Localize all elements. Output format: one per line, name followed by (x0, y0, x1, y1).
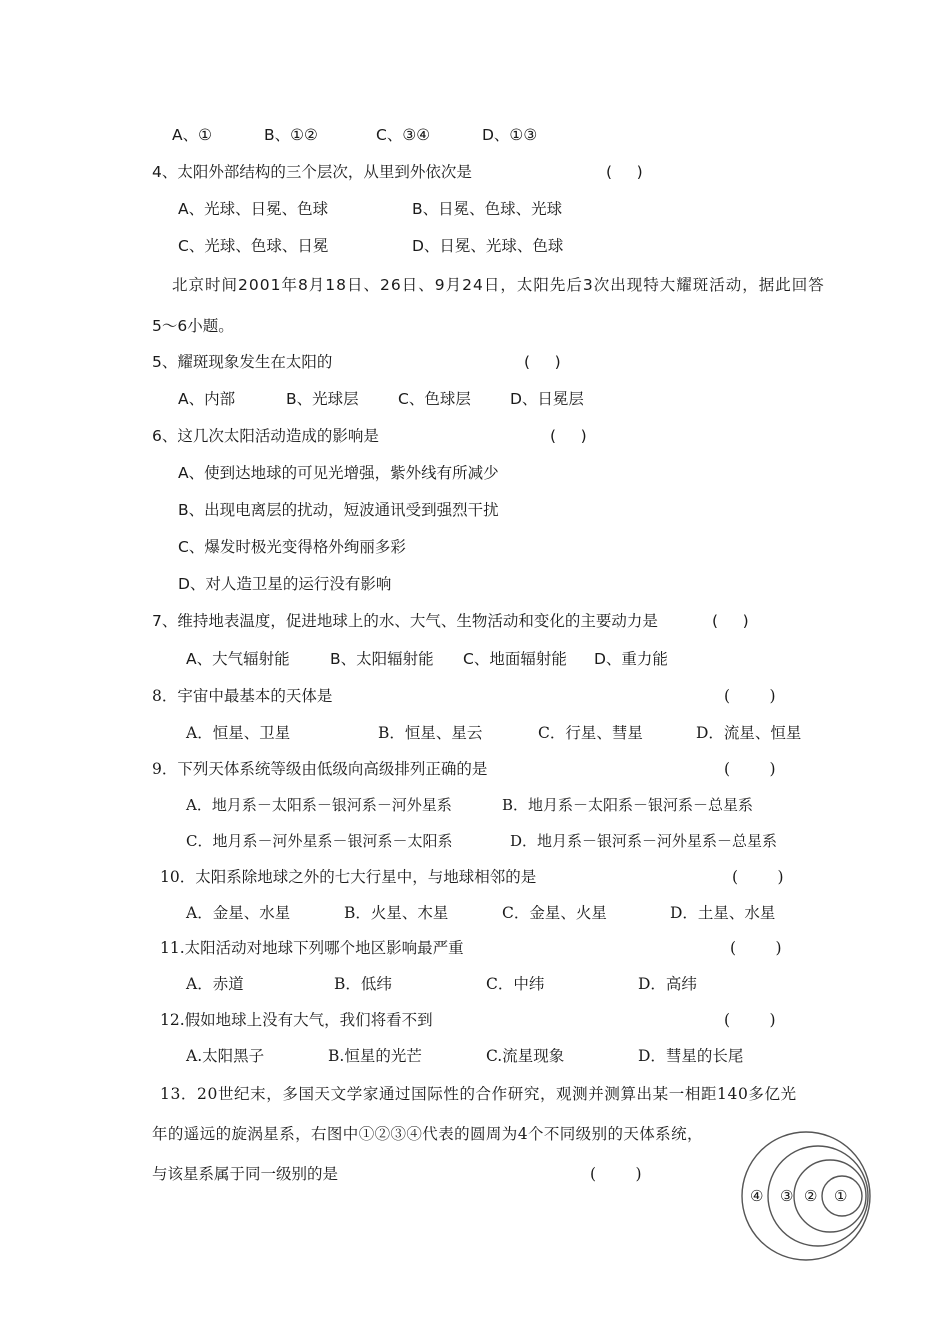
q5-option-a: A、内部 (178, 390, 236, 408)
q12-option-c: C.流星现象 (486, 1047, 565, 1065)
q11-option-c: C．中纬 (486, 975, 545, 993)
q5-option-d: D、日冕层 (510, 390, 584, 408)
q12-stem: 12.假如地球上没有大气，我们将看不到 (160, 1011, 433, 1029)
q3-option-a: A、① (172, 126, 212, 144)
diagram-label-2: ② (804, 1187, 818, 1205)
q8-stem: 8．宇宙中最基本的天体是 (152, 687, 333, 705)
q10-option-c: C．金星、火星 (502, 904, 607, 922)
q11-option-a: A．赤道 (186, 975, 244, 993)
q10-option-b: B．火星、木星 (344, 904, 449, 922)
q7-option-d: D、重力能 (594, 650, 668, 668)
q4-option-a: A、光球、日冕、色球 (178, 200, 329, 218)
q10-option-d: D．土星、水星 (670, 904, 776, 922)
q7-option-c: C、地面辐射能 (463, 650, 567, 668)
q10-stem: 10．太阳系除地球之外的七大行星中，与地球相邻的是 (160, 868, 537, 886)
q11-option-b: B．低纬 (334, 975, 392, 993)
diagram-label-4: ④ (750, 1187, 764, 1205)
q3-option-b: B、①② (264, 126, 318, 144)
q6-stem: 6、这几次太阳活动造成的影响是 (152, 427, 379, 445)
q5-answer-blank: ( ) (524, 353, 561, 371)
diagram-label-3: ③ (780, 1187, 794, 1205)
q11-option-d: D．高纬 (638, 975, 697, 993)
q8-option-d: D．流星、恒星 (696, 724, 802, 742)
q3-option-d: D、①③ (482, 126, 538, 144)
q8-option-a: A．恒星、卫星 (186, 724, 291, 742)
q3-option-c: C、③④ (376, 126, 431, 144)
q8-option-b: B．恒星、星云 (378, 724, 483, 742)
q4-option-c: C、光球、色球、日冕 (178, 237, 329, 255)
q6-option-c: C、爆发时极光变得格外绚丽多彩 (178, 538, 406, 556)
q8-answer-blank: ( ) (724, 687, 776, 705)
q8-option-c: C．行星、彗星 (538, 724, 643, 742)
q6-option-b: B、出现电离层的扰动，短波通讯受到强烈干扰 (178, 501, 499, 519)
q10-answer-blank: ( ) (732, 868, 784, 886)
q5-stem: 5、耀斑现象发生在太阳的 (152, 353, 333, 371)
q13-line-2: 年的遥远的旋涡星系，右图中①②③④代表的圆周为4个不同级别的天体系统， (152, 1125, 703, 1143)
q9-option-b: B．地月系－太阳系－银河系－总星系 (502, 796, 754, 814)
q4-option-d: D、日冕、光球、色球 (412, 237, 564, 255)
q9-option-a: A．地月系－太阳系－银河系－河外星系 (186, 796, 452, 814)
q12-option-a: A.太阳黑子 (186, 1047, 265, 1065)
q13-line-1: 13．20世纪末，多国天文学家通过国际性的合作研究，观测并测算出某一相距140多亿光 (160, 1085, 797, 1103)
q7-answer-blank: ( ) (712, 612, 749, 630)
q7-option-a: A、大气辐射能 (186, 650, 290, 668)
q13-line-3: 与该星系属于同一级别的是 (152, 1165, 339, 1183)
q9-stem: 9．下列天体系统等级由低级向高级排列正确的是 (152, 760, 488, 778)
passage-line-2: 5～6小题。 (152, 317, 234, 335)
diagram-label-1: ① (834, 1187, 848, 1205)
q6-option-a: A、使到达地球的可见光增强，紫外线有所减少 (178, 464, 499, 482)
q6-option-d: D、对人造卫星的运行没有影响 (178, 575, 392, 593)
q12-option-d: D．彗星的长尾 (638, 1047, 744, 1065)
q10-option-a: A．金星、水星 (186, 904, 291, 922)
q5-option-c: C、色球层 (398, 390, 471, 408)
q4-answer-blank: ( ) (606, 163, 643, 181)
q6-answer-blank: ( ) (550, 427, 587, 445)
nested-systems-diagram (738, 1118, 878, 1268)
q5-option-b: B、光球层 (286, 390, 359, 408)
q9-option-c: C．地月系－河外星系－银河系－太阳系 (186, 832, 453, 850)
q4-stem: 4、太阳外部结构的三个层次，从里到外依次是 (152, 163, 472, 181)
q12-option-b: B.恒星的光芒 (328, 1047, 422, 1065)
q11-answer-blank: ( ) (730, 939, 782, 957)
passage-line-1: 北京时间2001年8月18日、26日、9月24日，太阳先后3次出现特大耀斑活动，据此回答 (172, 276, 825, 294)
q12-answer-blank: ( ) (724, 1011, 776, 1029)
q13-answer-blank: ( ) (590, 1165, 642, 1183)
q9-option-d: D．地月系－银河系－河外星系－总星系 (510, 832, 778, 850)
q7-stem: 7、维持地表温度，促进地球上的水、大气、生物活动和变化的主要动力是 (152, 612, 658, 630)
q11-stem: 11.太阳活动对地球下列哪个地区影响最严重 (160, 939, 464, 957)
q7-option-b: B、太阳辐射能 (330, 650, 434, 668)
q9-answer-blank: ( ) (724, 760, 776, 778)
q4-option-b: B、日冕、色球、光球 (412, 200, 563, 218)
